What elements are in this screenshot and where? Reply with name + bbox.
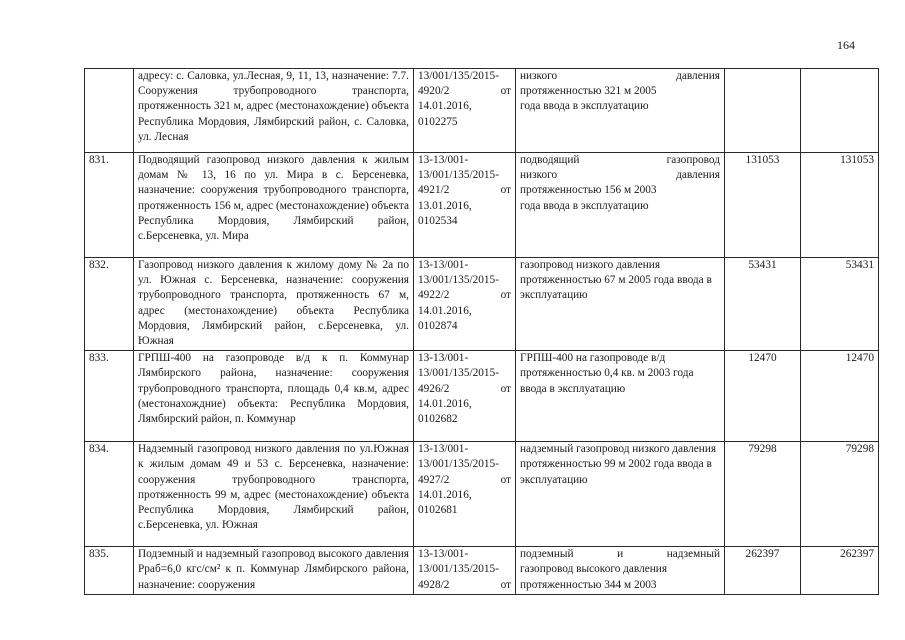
row-number: 832.	[85, 258, 134, 351]
table-row	[85, 258, 879, 351]
desc-line: года ввода в эксплуатацию	[520, 199, 649, 212]
row-number: 831.	[85, 153, 134, 258]
cad-line: 4922/2 от	[418, 289, 511, 302]
cad-line: 4926/2 от	[418, 382, 511, 395]
cad-line: 13-13/001-	[418, 548, 469, 561]
table-row	[85, 547, 879, 595]
page-number: 164	[837, 38, 855, 52]
value-2: 262397	[801, 547, 879, 595]
value-1: 12470	[725, 351, 801, 442]
value-2: 79298	[801, 442, 879, 547]
cad-line: 14.01.2016,	[418, 397, 472, 410]
cad-line: 0102874	[418, 319, 458, 332]
desc-line: протяженностью 344 м 2003	[520, 578, 657, 591]
value-2: 53431	[801, 258, 879, 351]
row-number: 833.	[85, 351, 134, 442]
cad-line: 13.01.2016,	[418, 199, 472, 212]
value-1	[725, 69, 801, 153]
cad-line: 13-13/001-	[418, 443, 469, 456]
object-name: Подземный и надземный газопровод высокого давления Рраб=6,0 кгс/см² к п. Коммунар Лямбирского района, назначение: сооружения	[134, 547, 414, 595]
registry-table	[84, 68, 879, 595]
object-description: газопровод низкого давления протяженностью 67 м 2005 года ввода в эксплуатацию	[516, 258, 725, 351]
cad-line: 4921/2 от	[418, 184, 511, 197]
row-number: 835.	[85, 547, 134, 595]
object-name: Подводящий газопровод низкого давления к жилым домам № 13, 16 по ул. Мира в с. Берсеневка, назначение: сооружения трубопроводного транспорта, протяженность 156 м, адрес (местонахождение) объекта Республика Мордовия, Лямбирский район, с.Берсеневка, ул. Мира	[134, 153, 414, 258]
value-1: 79298	[725, 442, 801, 547]
cad-line: 13/001/135/2015-	[418, 274, 499, 287]
cadastral-record	[414, 442, 516, 547]
cad-line: 13/001/135/2015-	[418, 169, 499, 182]
object-name: Газопровод низкого давления к жилому дому № 2а по ул. Южная с. Берсеневка, назначение: сооружения трубопроводного транспорта, протяженность 67 м, адрес (местонахождение) объекта Республика Мордовия, Лямбирский район, с.Берсеневка, ул. Южная	[134, 258, 414, 351]
value-1: 262397	[725, 547, 801, 595]
cad-line: 4928/2 от	[418, 578, 511, 591]
table-row	[85, 153, 879, 258]
desc-line: протяженностью 156 м 2003	[520, 184, 657, 197]
cad-line: 13-13/001-	[418, 154, 469, 166]
cad-line: 13-13/001-	[418, 259, 469, 271]
object-description: ГРПШ-400 на газопроводе в/д протяженностью 0,4 кв. м 2003 года ввода в эксплуатацию	[516, 351, 725, 442]
object-description: надземный газопровод низкого давления протяженностью 99 м 2002 года ввода в эксплуатацию	[516, 442, 725, 547]
cad-line: 0102275	[418, 115, 458, 128]
value-1: 131053	[725, 153, 801, 258]
cadastral-record	[414, 153, 516, 258]
row-number: 834.	[85, 442, 134, 547]
desc-line: низкого давления	[520, 169, 720, 182]
value-2: 131053	[801, 153, 879, 258]
row-number	[85, 69, 134, 153]
value-1: 53431	[725, 258, 801, 351]
cadastral-record	[414, 351, 516, 442]
desc-line: подводящий газопровод	[520, 154, 720, 166]
cad-line: 4927/2 от	[418, 473, 511, 486]
table-row	[85, 442, 879, 547]
object-name: ГРПШ-400 на газопроводе в/д к п. Коммунар Лямбирского района, назначение: сооружения трубопроводного транспорта, площадь 0,4 кв.м, адрес (местонахождние) объекта: Республика Мордовия, Лямбирский район, п. Коммунар	[134, 351, 414, 442]
desc-line: подземный и надземный	[520, 548, 720, 561]
object-description	[516, 153, 725, 258]
cad-line: 13/001/135/2015-	[418, 70, 499, 82]
cad-line: 4920/2 от	[418, 85, 511, 98]
object-description	[516, 547, 725, 595]
object-name: адресу: с. Саловка, ул.Лесная, 9, 11, 13, назначение: 7.7. Сооружения трубопроводного транспорта, протяженность 321 м, адрес (местонахождение) объекта Республика Мордовия, Лямбирский район, с. Саловка, ул. Лесная	[134, 69, 414, 153]
cadastral-record	[414, 547, 516, 595]
value-2	[801, 69, 879, 153]
cad-line: 14.01.2016,	[418, 488, 472, 501]
table-row	[85, 351, 879, 442]
cad-line: 14.01.2016,	[418, 304, 472, 317]
object-name: Надземный газопровод низкого давления по ул.Южная к жилым домам 49 и 53 с. Берсеневка, назначение: сооружения трубопроводного транспорта, протяженность 99 м, адрес (местонахождение) объекта Республика Мордовия, Лямбирский район, с.Берсеневка, ул. Южная	[134, 442, 414, 547]
cad-line: 13/001/135/2015-	[418, 458, 499, 471]
cad-line: 0102682	[418, 413, 458, 426]
cad-line: 13/001/135/2015-	[418, 563, 499, 576]
desc-line: низкого давления	[520, 70, 720, 82]
cadastral-record	[414, 258, 516, 351]
cadastral-record	[414, 69, 516, 153]
desc-line: года ввода в эксплуатацию	[520, 100, 649, 113]
value-2: 12470	[801, 351, 879, 442]
desc-line: протяженностью 321 м 2005	[520, 85, 657, 98]
cad-line: 14.01.2016,	[418, 100, 472, 113]
desc-line: газопровод высокого давления	[520, 563, 668, 576]
cad-line: 13/001/135/2015-	[418, 367, 499, 380]
cad-line: 13-13/001-	[418, 352, 469, 365]
cad-line: 0102681	[418, 504, 458, 517]
object-description	[516, 69, 725, 153]
table-row	[85, 69, 879, 153]
cad-line: 0102534	[418, 214, 458, 227]
